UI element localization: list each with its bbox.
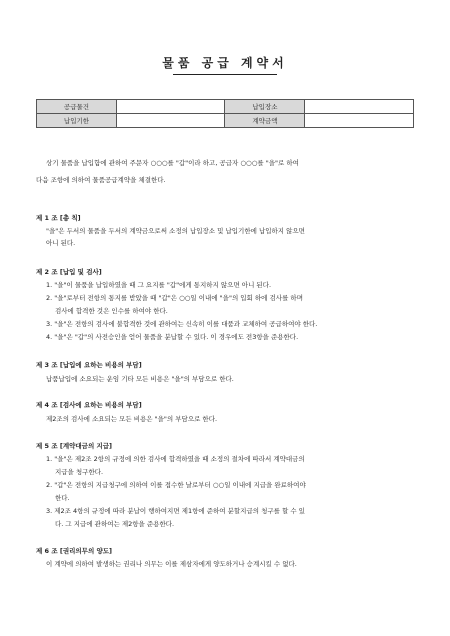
supply-item-value xyxy=(116,100,225,114)
article-line: 이 계약에 의하여 발생하는 권리나 의무는 이를 제삼자에게 양도하거나 승계시킬 수 없다. xyxy=(46,560,297,568)
article-line: 1. "을"은 제2조 2항의 규정에 의한 검사에 합격하였을 때 소정의 절차에 따라서 계약대금의 xyxy=(46,455,305,463)
delivery-deadline-label: 납입기한 xyxy=(37,114,117,128)
info-row xyxy=(37,100,414,114)
delivery-place-value xyxy=(305,100,414,114)
title-underline xyxy=(173,74,277,75)
contract-amount-value xyxy=(305,114,414,128)
article-line: 검사에 합격한 것은 인수를 하여야 한다. xyxy=(55,307,168,315)
article-line: 1. "을"이 물품을 납입하였을 때 그 요지를 "갑"에게 통지하지 않으면 아니 된다. xyxy=(46,281,272,289)
article-line: 지급을 청구한다. xyxy=(55,468,104,476)
delivery-place-label: 납입장소 xyxy=(225,100,305,114)
article-line: 3. 제2조 4항의 규정에 따라 분납이 행하여지면 제1항에 준하여 분할지급의 청구를 할 수 있 xyxy=(46,507,305,515)
delivery-deadline-value xyxy=(116,114,225,128)
article-line: 2. "을"로부터 전항의 통지를 받았을 때 "갑"은 ○○일 이내에 "을"의 입회 하에 검사를 하며 xyxy=(46,294,303,302)
article-line: 3. "을"은 전항의 검사에 불합격한 것에 관하여는 신속히 이를 대품과 교체하여 공급하여야 한다. xyxy=(46,320,318,328)
article-line: 아니 된다. xyxy=(46,239,76,247)
article-line: 제2조의 검사에 소요되는 모든 비용은 "을"의 부담으로 한다. xyxy=(46,415,218,423)
intro-line: 상기 물품을 납입함에 관하여 주문자 ○○○를 "갑"이라 하고, 공급자 ○○○를 "을"로 하여 xyxy=(46,159,299,167)
info-row xyxy=(37,114,414,128)
article-2-heading: 제 2 조 [납입 및 검사] xyxy=(36,268,102,276)
article-line: 다. 그 지급에 관하여는 제2항을 준용한다. xyxy=(55,520,175,528)
article-1-heading: 제 1 조 [총 칙] xyxy=(36,214,81,222)
article-line: 한다. xyxy=(55,494,70,502)
article-line: 2. "갑"은 전항의 지급청구에 의하여 이를 접수한 날로부터 ○○일 이내에 지급을 완료하여야 xyxy=(46,481,306,489)
article-line: "을"은 두서의 물품을 두서의 계약금으로써 소정의 납입장소 및 납입기한에 납입하지 않으면 xyxy=(46,227,305,235)
article-3-heading: 제 3 조 [납입에 요하는 비용의 부담] xyxy=(36,361,142,369)
document-title: 물품 공급 계약서 xyxy=(162,56,288,70)
intro-line: 다음 조항에 의하여 물품공급계약을 체결한다. xyxy=(36,176,166,184)
contract-amount-label: 계약금액 xyxy=(225,114,305,128)
article-line: 4. "을"은 "갑"의 사전승인을 얻어 물품을 분납할 수 있다. 이 경우에도 전3항을 준용한다. xyxy=(46,333,299,341)
article-5-heading: 제 5 조 [계약대금의 지급] xyxy=(36,442,113,450)
contract-info-table xyxy=(36,99,414,128)
article-4-heading: 제 4 조 [검사에 요하는 비용의 부담] xyxy=(36,401,142,409)
article-6-heading: 제 6 조 [권리의무의 양도] xyxy=(36,547,113,555)
article-line: 납품납입에 소요되는 운임 기타 모든 비용은 "을"의 부담으로 한다. xyxy=(46,375,234,383)
supply-item-label: 공급물건 xyxy=(37,100,117,114)
